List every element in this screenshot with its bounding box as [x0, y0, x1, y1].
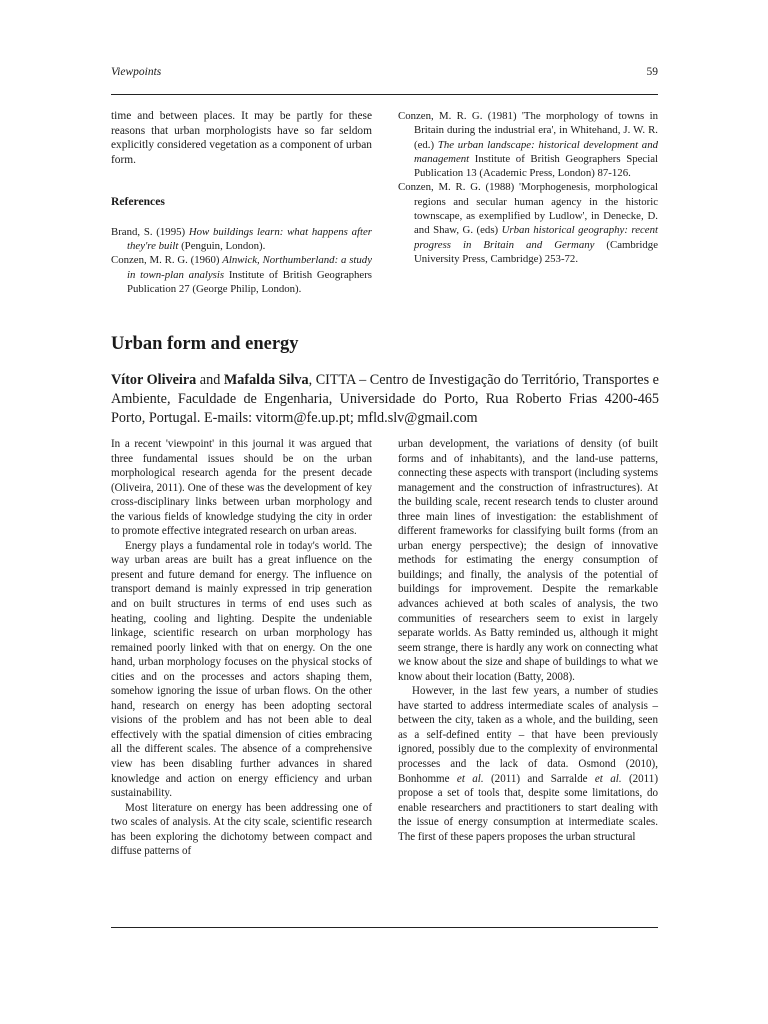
references-heading: References	[111, 195, 165, 208]
author-affiliation: , CITTA – Centro de Investigação do Território, Transportes e Ambiente, Faculdade de Engenharia, Universidade do Porto, Rua Roberto Frias 4200-465 Porto, Portugal. E-mails: vitorm@fe.up.pt; mfld.slv@gmail.com	[111, 372, 659, 427]
body-paragraph: However, in the last few years, a number of studies have started to address intermediate scales of analysis – between the city, taken as a whole, and the building, seen as a self-defined entity – that have been previously ignored, possibly due to the complexity of environmental processes and the lack of data. Osmond (2010), Bonhomme et al. (2011) and Sarralde et al. (2011) propose a set of tools that, despite some limitations, do enable researchers and practitioners to start dealing with the issue of energy consumption at intermediate scales. The first of these papers proposes the urban structural	[398, 685, 659, 843]
reference-item: Conzen, M. R. G. (1988) 'Morphogenesis, morphological regions and secular human agency in the historic townscape, as exemplified by Ludlow', in Denecke, D. and Shaw, G. (eds) Urban historical geography: recent progress in Britain and Germany (Cambridge University Press, Cambridge) 253-72.	[398, 181, 658, 265]
body-paragraph: urban development, the variations of density (of built forms and of inhabitants), and the land-use patterns, connecting these aspects with transport (including systems management and the construction of infrastructures). At the building scale, recent research tends to cluster around three main lines of investigation: the establishment of different frameworks for classifying built forms (from an urban energy perspective); the design of innovative methods for estimating the energy consumption of buildings; and finally, the analysis of the potential of buildings for improvement. Despite the remarkable advances achieved at both scales of analysis, the two communities of researchers seem to exist in largely separate worlds. As Batty reminded us, although it might seem strange, there is hardly any work on connecting what we know about the size and shape of buildings to what we know about their location (Batty, 2008).	[398, 438, 658, 683]
body-column-left	[111, 437, 372, 859]
author-name: Mafalda Silva	[223, 372, 309, 388]
reference-item: Conzen, M. R. G. (1981) 'The morphology of towns in Britain during the industrial era', in Whitehand, J. W. R. (ed.) The urban landscape: historical development and management Institute of British Geographers Special Publication 13 (Academic Press, London) 87-126.	[398, 110, 659, 180]
author-byline: Vítor Oliveira and Mafalda Silva, CITTA – Centro de Investigação do Território, Transportes e Ambiente, Faculdade de Engenharia, Universidade do Porto, Rua Roberto Frias 4200-465 Porto, Portugal. E-mails: vitorm@fe.up.pt; mfld.slv@gmail.com	[111, 372, 659, 427]
previous-article-text: time and between places. It may be partly for these reasons that urban morphologists have so far seldom explicitly considered vegetation as a component of urban form.	[111, 110, 372, 166]
reference-item: Brand, S. (1995) How buildings learn: what happens after they're built (Penguin, London).	[111, 226, 373, 253]
reference-item: Conzen, M. R. G. (1960) Alnwick, Northumberland: a study in town-plan analysis Institute of British Geographers Publication 27 (George Philip, London).	[111, 254, 372, 295]
body-paragraph: In a recent 'viewpoint' in this journal it was argued that three fundamental issues should be on the urban morphological research agenda for the present decade (Oliveira, 2011). One of these was the development of key cross-disciplinary links between urban morphology and the various fields of knowledge studying the city in order to promote effective integrated research on urban areas.	[111, 438, 372, 538]
footer-rule	[111, 927, 658, 928]
header-rule	[111, 94, 658, 95]
references-left	[111, 225, 372, 296]
body-paragraph: Most literature on energy has been addressing one of two scales of analysis. At the city scale, scientific research has been exploring the dichotomy between compact and diffuse patterns of	[111, 801, 372, 858]
body-paragraph: Energy plays a fundamental role in today's world. The way urban areas are built has a great influence on the present and future demand for energy. The influence on transport demand is mainly expressed in trip generation and on built structures in terms of end uses such as heating, cooling and lighting. Despite the undeniable linkage, scientific research on urban morphology has remained poorly linked with that on energy. On the one hand, urban morphology focuses on the physical stocks of cities and on the processes and actors shaping them, somehow ignoring the issue of urban flows. On the other hand, research on energy has been adopting sectoral visions of the problem and has not been able to deal effectively with the spatial dimension of cities embracing all the different scales. The absence of a comprehensive view has been disabling further advances in shared knowledge and action on energy efficiency and urban sustainability.	[111, 539, 372, 800]
running-title: Viewpoints	[111, 66, 162, 78]
running-head	[111, 66, 658, 82]
article-title: Urban form and energy	[111, 334, 299, 354]
page-number: 59	[646, 66, 658, 78]
body-column-right	[398, 437, 658, 844]
previous-article-end	[111, 109, 372, 167]
author-name: Vítor Oliveira	[111, 372, 197, 388]
references-right	[398, 109, 658, 266]
